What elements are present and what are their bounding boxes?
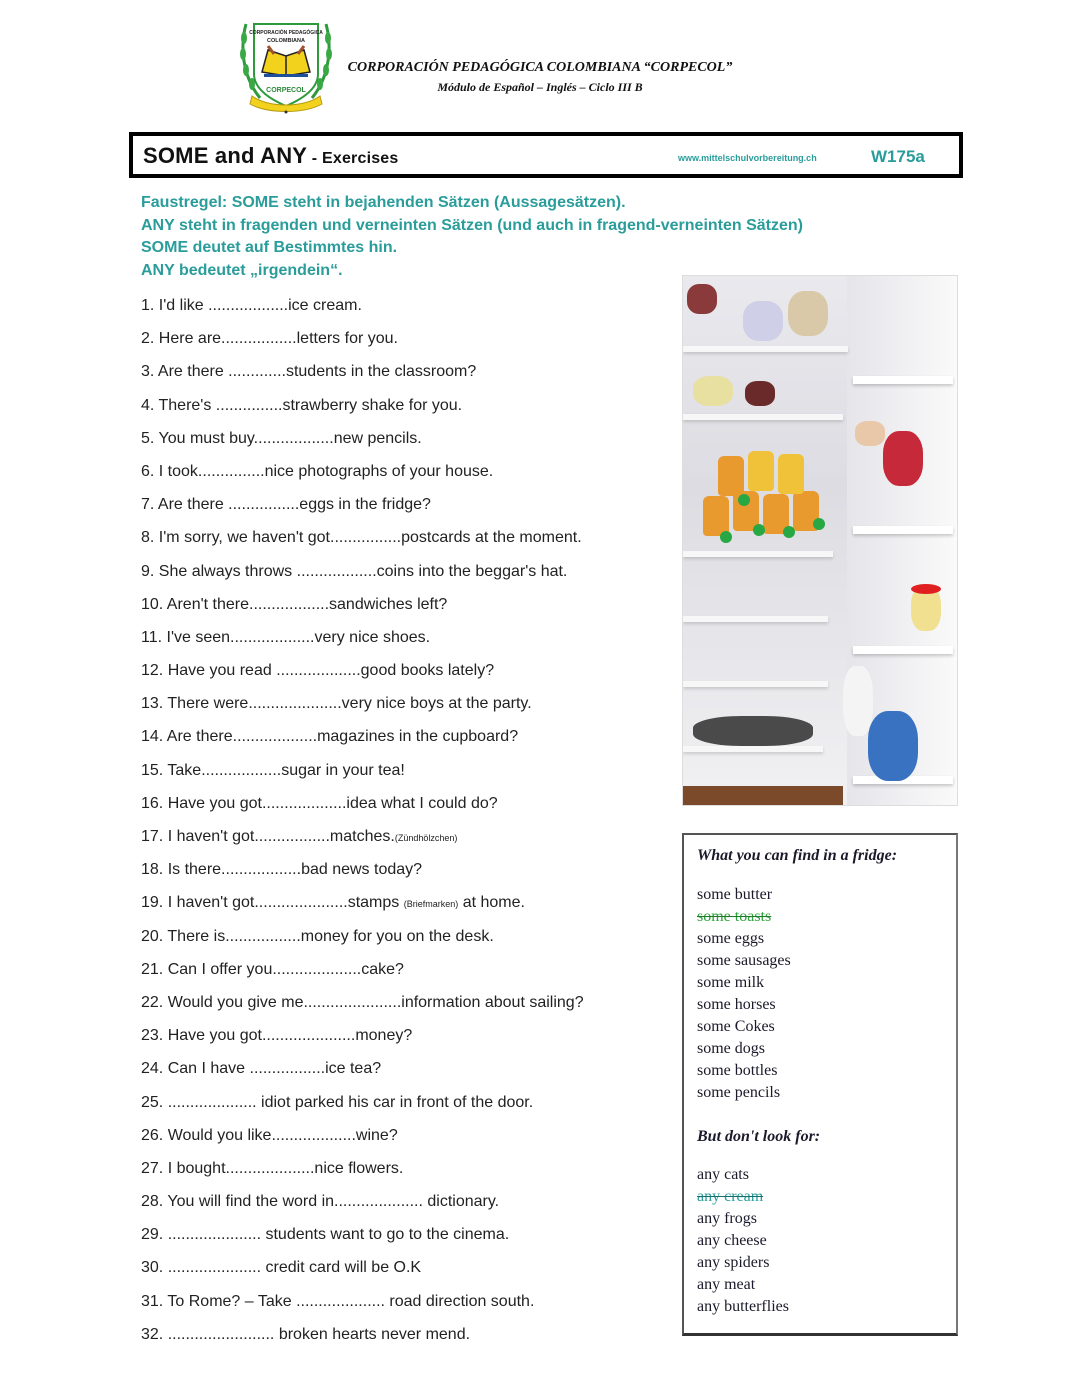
translation-note: (Zündhölzchen) <box>394 833 458 843</box>
grammar-rules <box>141 192 941 282</box>
any-item: any spiders <box>697 1254 770 1271</box>
fridge-vocabulary-box <box>682 833 958 1336</box>
exercise-item: 29. ..................... students want to go to the cinema. <box>141 1226 510 1244</box>
exercise-item: 23. Have you got.....................money? <box>141 1027 413 1045</box>
source-url: www.mittelschulvorbereitung.ch <box>678 153 817 163</box>
any-item: any cats <box>697 1166 749 1183</box>
exercise-text: 17. I haven't got.................matches. <box>141 828 395 845</box>
worksheet-title <box>143 143 399 169</box>
exercise-item: 14. Are there...................magazines in the cupboard? <box>141 728 519 746</box>
exercise-item: 22. Would you give me......................information about sailing? <box>141 993 584 1011</box>
worksheet-code: W175a <box>871 147 925 166</box>
any-heading: But don't look for: <box>697 1128 821 1145</box>
exercise-item: 16. Have you got...................idea what I could do? <box>141 794 498 812</box>
organization-title: CORPORACIÓN PEDAGÓGICA COLOMBIANA “CORPECOL” <box>347 60 733 75</box>
exercise-item: 15. Take..................sugar in your tea! <box>141 761 405 779</box>
exercise-item: 10. Aren't there..................sandwiches left? <box>141 595 448 613</box>
exercise-item: 25. .................... idiot parked his car in front of the door. <box>141 1093 534 1111</box>
some-item: some pencils <box>697 1084 781 1101</box>
some-item: some sausages <box>697 952 791 969</box>
exercise-item: 31. To Rome? – Take .................... road direction south. <box>141 1292 535 1310</box>
any-list <box>697 1164 789 1318</box>
exercise-list <box>141 294 681 1356</box>
exercise-item: 26. Would you like...................wine? <box>141 1126 398 1144</box>
exercise-item: 1. I'd like ..................ice cream. <box>141 297 362 314</box>
fridge-shelf <box>683 681 828 687</box>
exercise-item: 24. Can I have .................ice tea? <box>141 1060 382 1078</box>
any-item: any cheese <box>697 1232 767 1249</box>
title-text: SOME and ANY <box>143 143 308 168</box>
rule-line: SOME deutet auf Bestimmtes hin. <box>141 239 398 256</box>
any-item: any meat <box>697 1276 756 1293</box>
svg-text:CORPECOL: CORPECOL <box>266 87 306 94</box>
rule-line: ANY steht in fragenden und verneinten Sätzen (und auch in fragend-verneinten Sätzen) <box>141 216 804 234</box>
some-heading: What you can find in a fridge: <box>697 847 898 864</box>
fridge-shelf <box>683 414 843 420</box>
title-subtitle: - Exercises <box>307 150 399 167</box>
exercise-text: 19. I haven't got.....................stamps <box>141 894 404 912</box>
some-list <box>697 884 791 1104</box>
svg-text:CORPORACIÓN PEDAGÓGICA: CORPORACIÓN PEDAGÓGICA <box>249 30 323 36</box>
shield-crest-icon <box>238 16 334 116</box>
any-item-struck: any cream <box>697 1188 764 1205</box>
fridge-shelf <box>683 346 848 352</box>
exercise-item: 13. There were.....................very nice boys at the party. <box>141 695 532 713</box>
some-item: some dogs <box>697 1040 765 1057</box>
module-subtitle: Módulo de Español – Inglés – Ciclo III B <box>437 80 643 94</box>
exercise-item <box>141 891 681 924</box>
some-item: some milk <box>697 974 765 991</box>
some-item: some Cokes <box>697 1018 775 1035</box>
fridge-photo <box>682 275 958 806</box>
some-item: some butter <box>697 886 773 903</box>
exercise-item: 21. Can I offer you....................cake? <box>141 960 404 978</box>
exercise-item: 28. You will find the word in.................... dictionary. <box>141 1193 500 1211</box>
any-item: any frogs <box>697 1210 757 1227</box>
translation-note: (Briefmarken) <box>403 899 459 910</box>
rule-line: Faustregel: SOME steht in bejahenden Sätzen (Aussagesätzen). <box>141 194 626 211</box>
corpecol-logo <box>238 16 334 116</box>
fridge-shelf <box>683 551 833 557</box>
exercise-item: 3. Are there .............students in the classroom? <box>141 363 477 381</box>
some-item: some bottles <box>697 1062 778 1079</box>
exercise-item: 7. Are there ................eggs in the fridge? <box>141 496 431 514</box>
any-item: any butterflies <box>697 1298 789 1315</box>
exercise-item: 6. I took...............nice photographs of your house. <box>141 462 494 480</box>
exercise-item: 9. She always throws ..................coins into the beggar's hat. <box>141 562 568 580</box>
exercise-item: 20. There is.................money for you on the desk. <box>141 927 494 945</box>
exercise-item: 8. I'm sorry, we haven't got................postcards at the moment. <box>141 529 582 547</box>
fridge-shelf <box>683 616 828 622</box>
document-header <box>0 0 1080 125</box>
exercise-item: 18. Is there..................bad news today? <box>141 861 423 879</box>
some-item-struck: some toasts <box>697 908 772 925</box>
exercise-item: 11. I've seen...................very nice shoes. <box>141 628 431 646</box>
exercise-item: 2. Here are.................letters for you. <box>141 330 398 348</box>
exercise-item: 30. ..................... credit card will be O.K <box>141 1259 422 1277</box>
exercise-item: 32. ........................ broken hearts never mend. <box>141 1325 471 1343</box>
some-item: some horses <box>697 996 776 1013</box>
exercise-item: 5. You must buy..................new pencils. <box>141 429 422 447</box>
svg-text:COLOMBIANA: COLOMBIANA <box>267 38 305 44</box>
exercise-item: 27. I bought....................nice flowers. <box>141 1159 404 1177</box>
exercise-text-end: at home. <box>458 894 525 912</box>
some-item: some eggs <box>697 930 765 947</box>
fridge-shelf <box>683 746 823 752</box>
exercise-item: 4. There's ...............strawberry shake for you. <box>141 396 463 414</box>
worksheet-title-box <box>129 132 963 178</box>
rule-line: ANY bedeutet „irgendein“. <box>141 261 343 279</box>
exercise-item: 12. Have you read ...................good books lately? <box>141 662 495 680</box>
floor <box>683 786 843 806</box>
exercise-item <box>141 825 681 858</box>
